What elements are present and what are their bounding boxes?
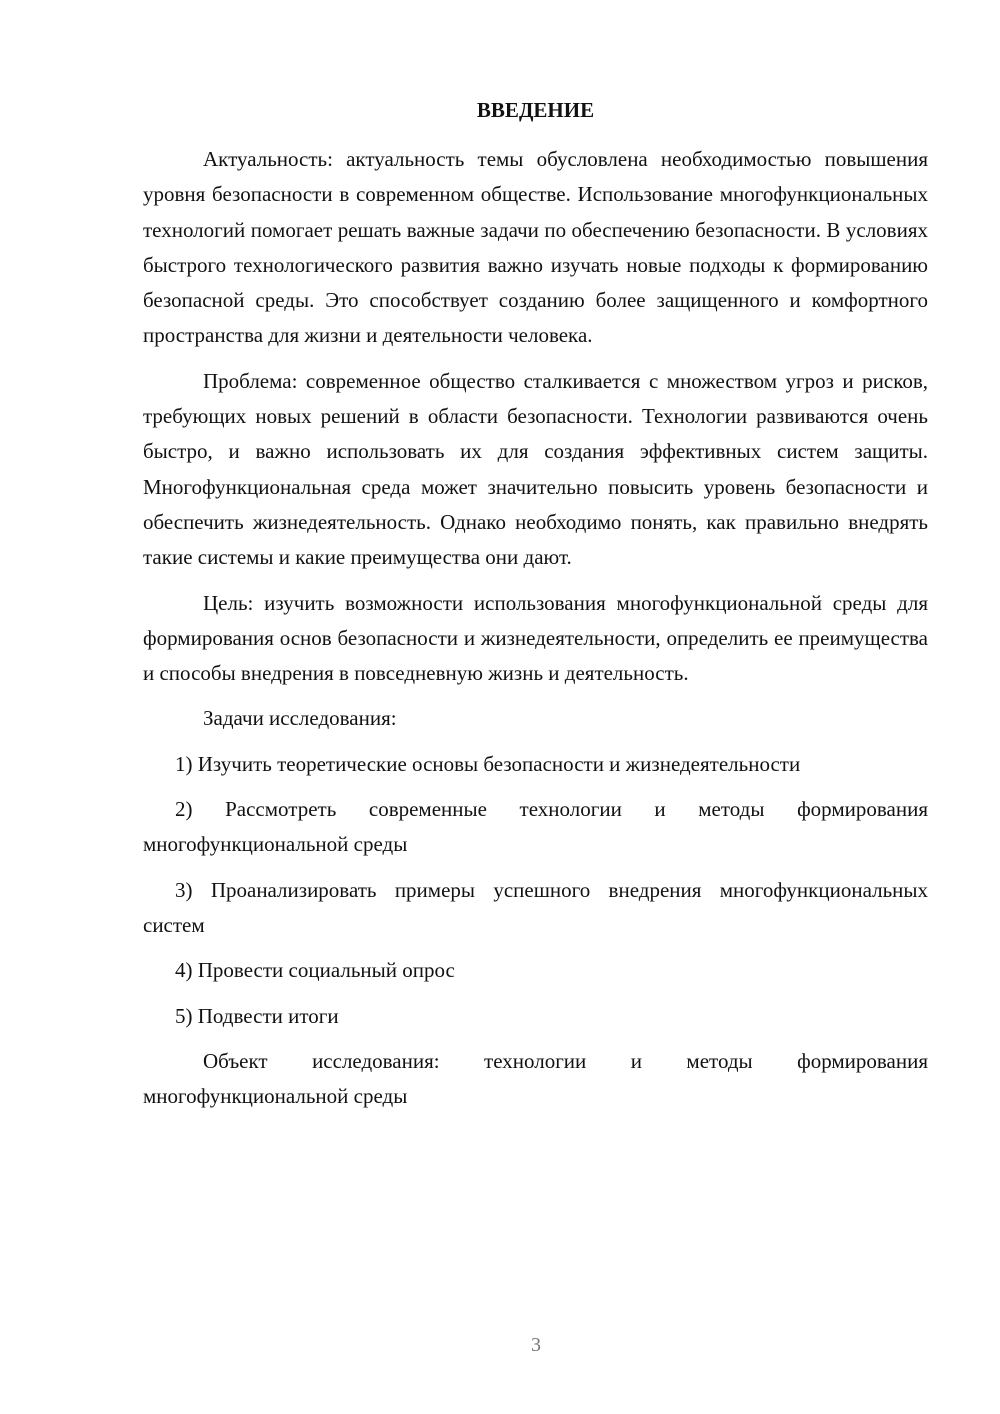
task-item: 5) Подвести итоги xyxy=(175,1003,339,1028)
relevance-paragraph: Актуальность: актуальность темы обусловлена необходимостью повышения уровня безопасности в современном обществе. Использование многофункциональных технологий помогает решать важные задачи по обеспечению безопасности. В условиях быстрого технологического развития важно изучать новые подходы к формированию безопасной среды. Это способствует созданию более защищенного и комфортного пространства для жизни и деятельности человека. xyxy=(143,147,928,348)
task-item: 4) Провести социальный опрос xyxy=(175,958,455,983)
page-number: 3 xyxy=(531,1334,541,1356)
task-item: 3) Проанализировать примеры успешного внедрения многофункциональных систем xyxy=(143,877,928,937)
goal-paragraph: Цель: изучить возможности использования многофункциональной среды для формирования основ безопасности и жизнедеятельности, определить ее преимущества и способы внедрения в повседневную жизнь и деятельность. xyxy=(143,590,928,686)
task-item: 1) Изучить теоретические основы безопасности и жизнедеятельности xyxy=(175,751,801,776)
problem-paragraph: Проблема: современное общество сталкивается с множеством угроз и рисков, требующих новых решений в области безопасности. Технологии развиваются очень быстро, и важно использовать их для создания эффективных систем защиты. Многофункциональная среда может значительно повысить уровень безопасности и обеспечить жизнедеятельность. Однако необходимо понять, как правильно внедрять такие системы и какие преимущества они дают. xyxy=(143,368,928,570)
task-item: 2) Рассмотреть современные технологии и методы формирования многофункциональной среды xyxy=(143,797,928,857)
tasks-heading: Задачи исследования: xyxy=(203,706,397,731)
object-paragraph: Объект исследования: технологии и методы формирования многофункциональной среды xyxy=(143,1048,928,1109)
document-page xyxy=(143,93,928,1124)
section-title: ВВЕДЕНИЕ xyxy=(476,98,595,122)
